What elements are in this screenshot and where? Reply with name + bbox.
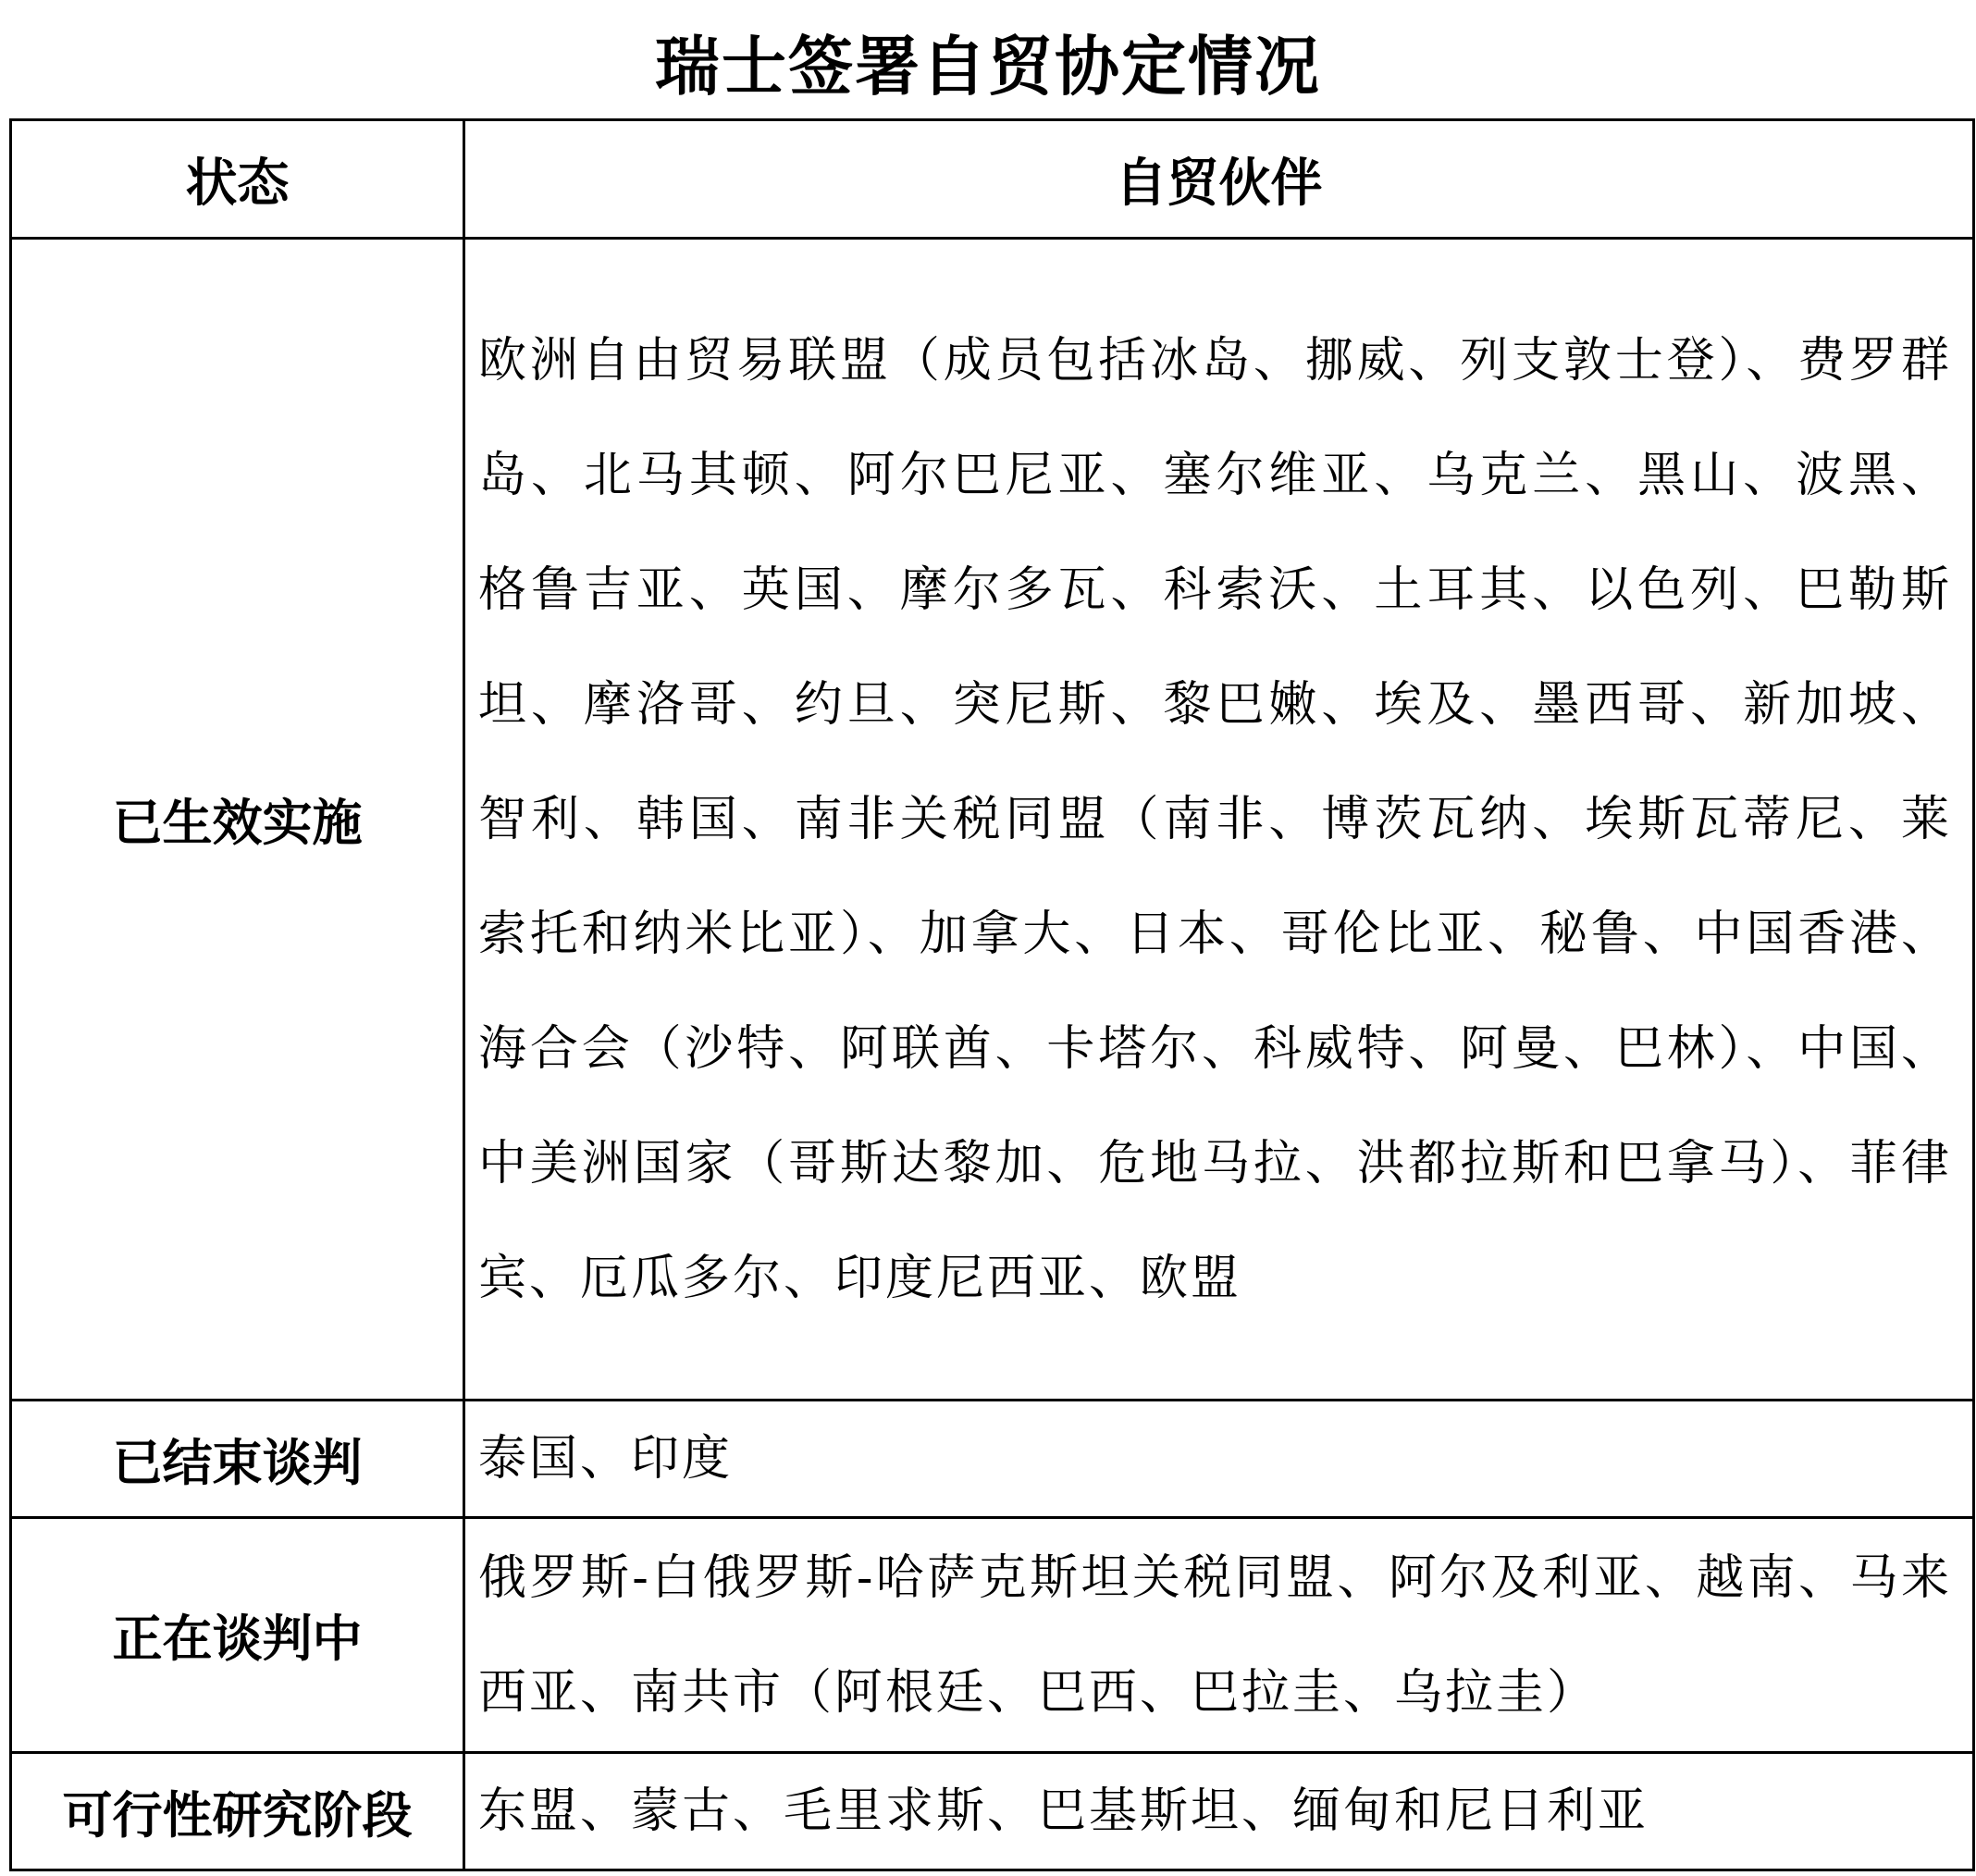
table-row-concluded bbox=[11, 1401, 1974, 1518]
status-cell: 已生效实施 bbox=[11, 239, 464, 1401]
header-status: 状态 bbox=[11, 120, 464, 239]
table-row-in-force bbox=[11, 239, 1974, 1401]
status-cell: 已结束谈判 bbox=[11, 1401, 464, 1518]
header-partners: 自贸伙伴 bbox=[464, 120, 1974, 239]
page-title: 瑞士签署自贸协定情况 bbox=[655, 29, 1321, 105]
status-cell: 正在谈判中 bbox=[11, 1518, 464, 1753]
partners-cell: 泰国、印度 bbox=[464, 1401, 1974, 1518]
status-cell: 可行性研究阶段 bbox=[11, 1753, 464, 1870]
table-header-row bbox=[11, 120, 1974, 239]
partners-cell: 欧洲自由贸易联盟（成员包括冰岛、挪威、列支敦士登）、费罗群岛、北马其顿、阿尔巴尼亚、塞尔维亚、乌克兰、黑山、波黑、格鲁吉亚、英国、摩尔多瓦、科索沃、土耳其、以色列、巴勒斯坦、摩洛哥、约旦、突尼斯、黎巴嫩、埃及、墨西哥、新加坡、智利、韩国、南非关税同盟（南非、博茨瓦纳、埃斯瓦蒂尼、莱索托和纳米比亚）、加拿大、日本、哥伦比亚、秘鲁、中国香港、海合会（沙特、阿联酋、卡塔尔、科威特、阿曼、巴林）、中国、中美洲国家（哥斯达黎加、危地马拉、洪都拉斯和巴拿马）、菲律宾、厄瓜多尔、印度尼西亚、欧盟 bbox=[464, 239, 1974, 1401]
table-row-feasibility bbox=[11, 1753, 1974, 1870]
table-row-negotiating bbox=[11, 1518, 1974, 1753]
fta-table bbox=[9, 118, 1975, 1871]
partners-cell: 俄罗斯-白俄罗斯-哈萨克斯坦关税同盟、阿尔及利亚、越南、马来西亚、南共市（阿根廷、巴西、巴拉圭、乌拉圭） bbox=[464, 1518, 1974, 1753]
partners-cell: 东盟、蒙古、毛里求斯、巴基斯坦、缅甸和尼日利亚 bbox=[464, 1753, 1974, 1870]
